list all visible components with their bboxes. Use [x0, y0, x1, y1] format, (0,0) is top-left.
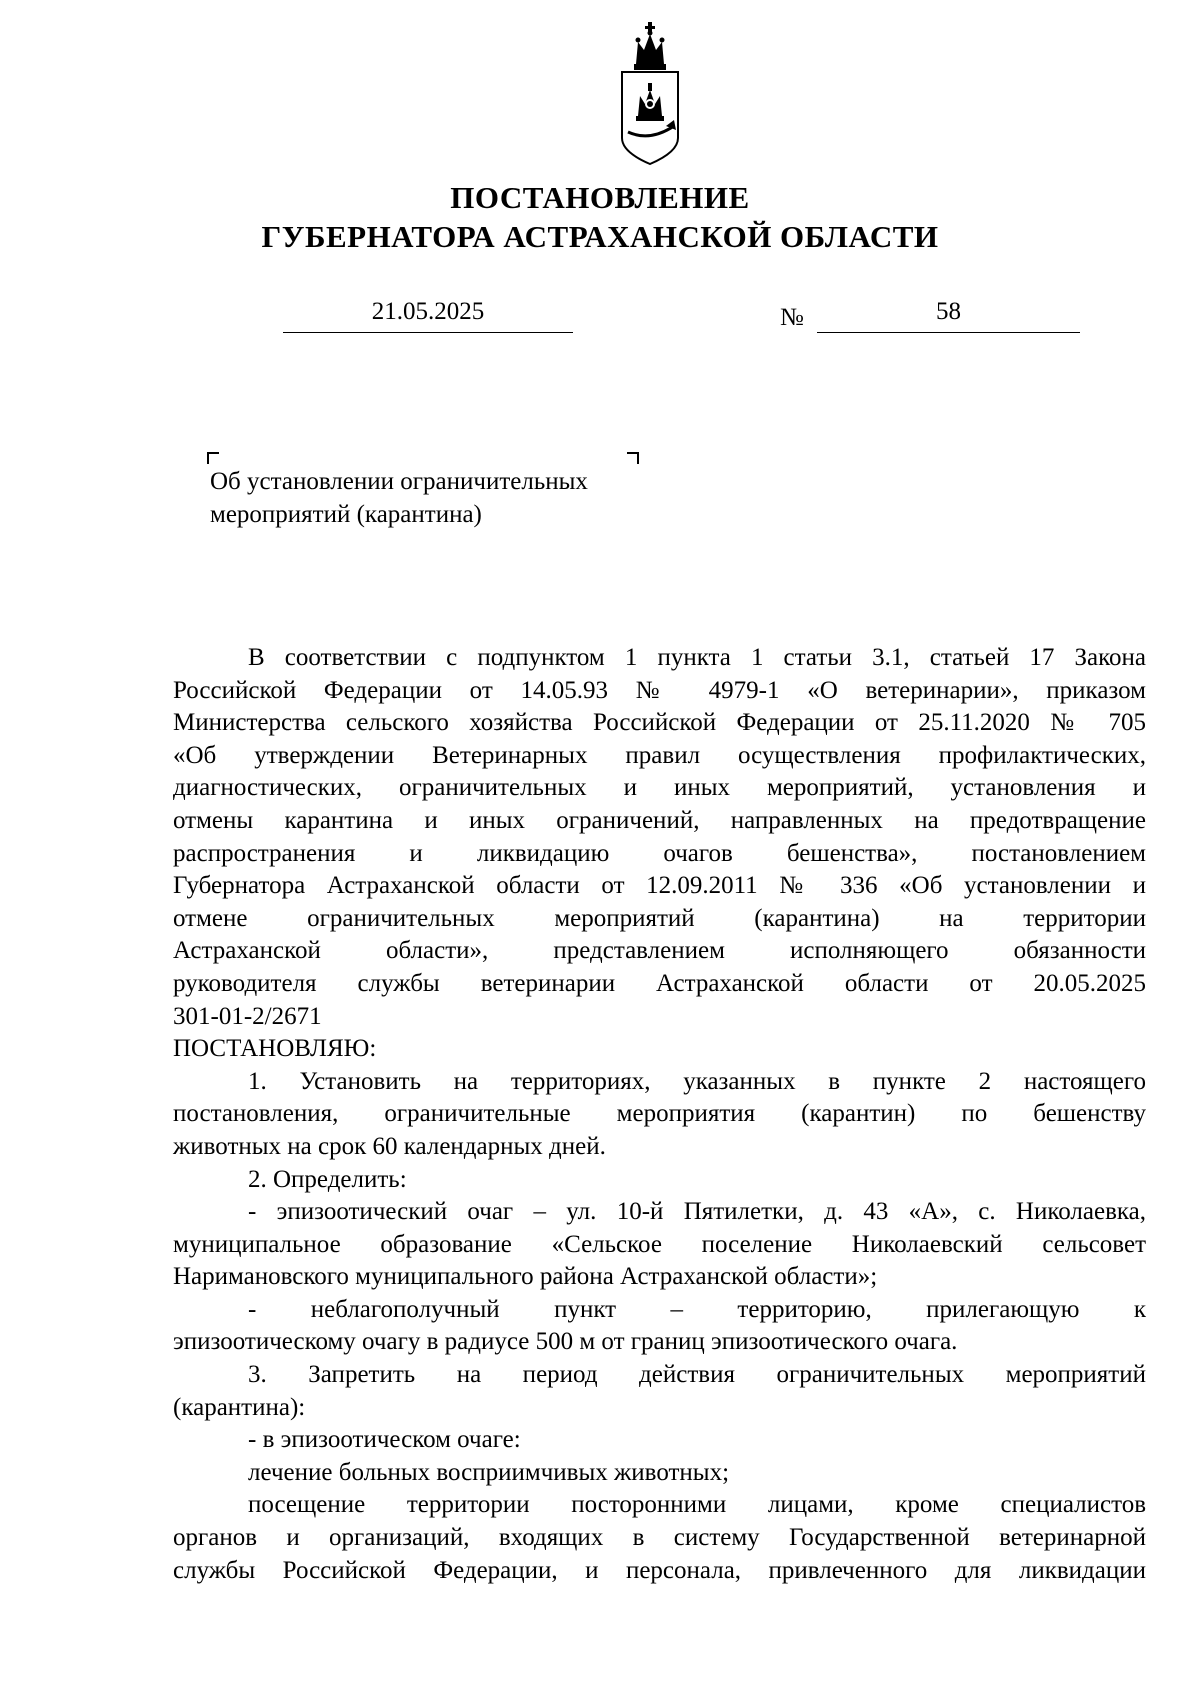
document-subject [210, 465, 650, 531]
issuer-heading: ГУБЕРНАТОРА АСТРАХАНСКОЙ ОБЛАСТИ [261, 219, 939, 254]
body-line: отмены карантина и иных ограничений, направленных на предотвращение [173, 806, 1146, 834]
body-line: Министерства сельского хозяйства Российской Федерации от 25.11.2020 № 705 [173, 709, 1146, 737]
body-line: - неблагополучный пункт – территорию, прилегающую к [248, 1295, 1146, 1323]
body-line: Астраханской области», представлением исполняющего обязанности [173, 937, 1146, 965]
body-line: службы Российской Федерации, и персонала, привлеченного для ликвидации [173, 1556, 1146, 1584]
body-line: Губернатора Астраханской области от 12.09.2011 № 336 «Об установлении и [173, 872, 1146, 900]
coat-of-arms-emblem [614, 20, 686, 170]
body-line: 1. Установить на территориях, указанных в пункте 2 настоящего [248, 1067, 1146, 1095]
body-line: 2. Определить: [248, 1165, 407, 1193]
body-line: Наримановского муниципального района Астраханской области»; [173, 1263, 878, 1291]
body-line: органов и организаций, входящих в систему Государственной ветеринарной [173, 1524, 1146, 1552]
body-line: животных на срок 60 календарных дней. [173, 1132, 606, 1160]
body-line: распространения и ликвидацию очагов бешенства», постановлением [173, 839, 1146, 867]
document-date: 21.05.2025 [283, 296, 573, 333]
body-line: постановления, ограничительные мероприятия (карантин) по бешенству [173, 1100, 1146, 1128]
subject-corner-mark-right [627, 452, 639, 464]
body-line: - эпизоотический очаг – ул. 10-й Пятилетки, д. 43 «А», с. Николаевка, [248, 1198, 1146, 1226]
body-line: В соответствии с подпунктом 1 пункта 1 статьи 3.1, статьей 17 Закона [248, 644, 1146, 671]
document-body [173, 642, 1146, 1587]
subject-corner-mark-left [207, 452, 219, 464]
body-line: лечение больных восприимчивых животных; [248, 1458, 730, 1486]
subject-line: мероприятий (карантина) [210, 501, 482, 528]
body-line: муниципальное образование «Сельское поселение Николаевский сельсовет [173, 1230, 1146, 1258]
document-type-heading: ПОСТАНОВЛЕНИЕ [450, 180, 750, 215]
body-line: руководителя службы ветеринарии Астраханской области от 20.05.2025 [173, 969, 1146, 997]
body-line: 3. Запретить на период действия ограничительных мероприятий [248, 1361, 1146, 1389]
body-line: - в эпизоотическом очаге: [248, 1426, 521, 1454]
body-line: диагностических, ограничительных и иных мероприятий, установления и [173, 774, 1146, 802]
body-line: (карантина): [173, 1393, 306, 1421]
body-line: Российской Федерации от 14.05.93 № 4979-1 «О ветеринарии», приказом [173, 676, 1146, 704]
number-sign: № [780, 304, 804, 331]
subject-line: Об установлении ограничительных [210, 468, 588, 495]
resolution-keyword: ПОСТАНОВЛЯЮ: [173, 1035, 377, 1063]
document-number: 58 [817, 296, 1080, 333]
body-line: отмене ограничительных мероприятий (карантина) на территории [173, 904, 1146, 932]
body-line: эпизоотическому очагу в радиусе 500 м от границ эпизоотического очага. [173, 1328, 958, 1356]
body-line: 301-01-2/2671 [173, 1002, 322, 1030]
body-line: посещение территории посторонними лицами, кроме специалистов [248, 1491, 1146, 1519]
body-line: «Об утверждении Ветеринарных правил осуществления профилактических, [173, 741, 1146, 769]
